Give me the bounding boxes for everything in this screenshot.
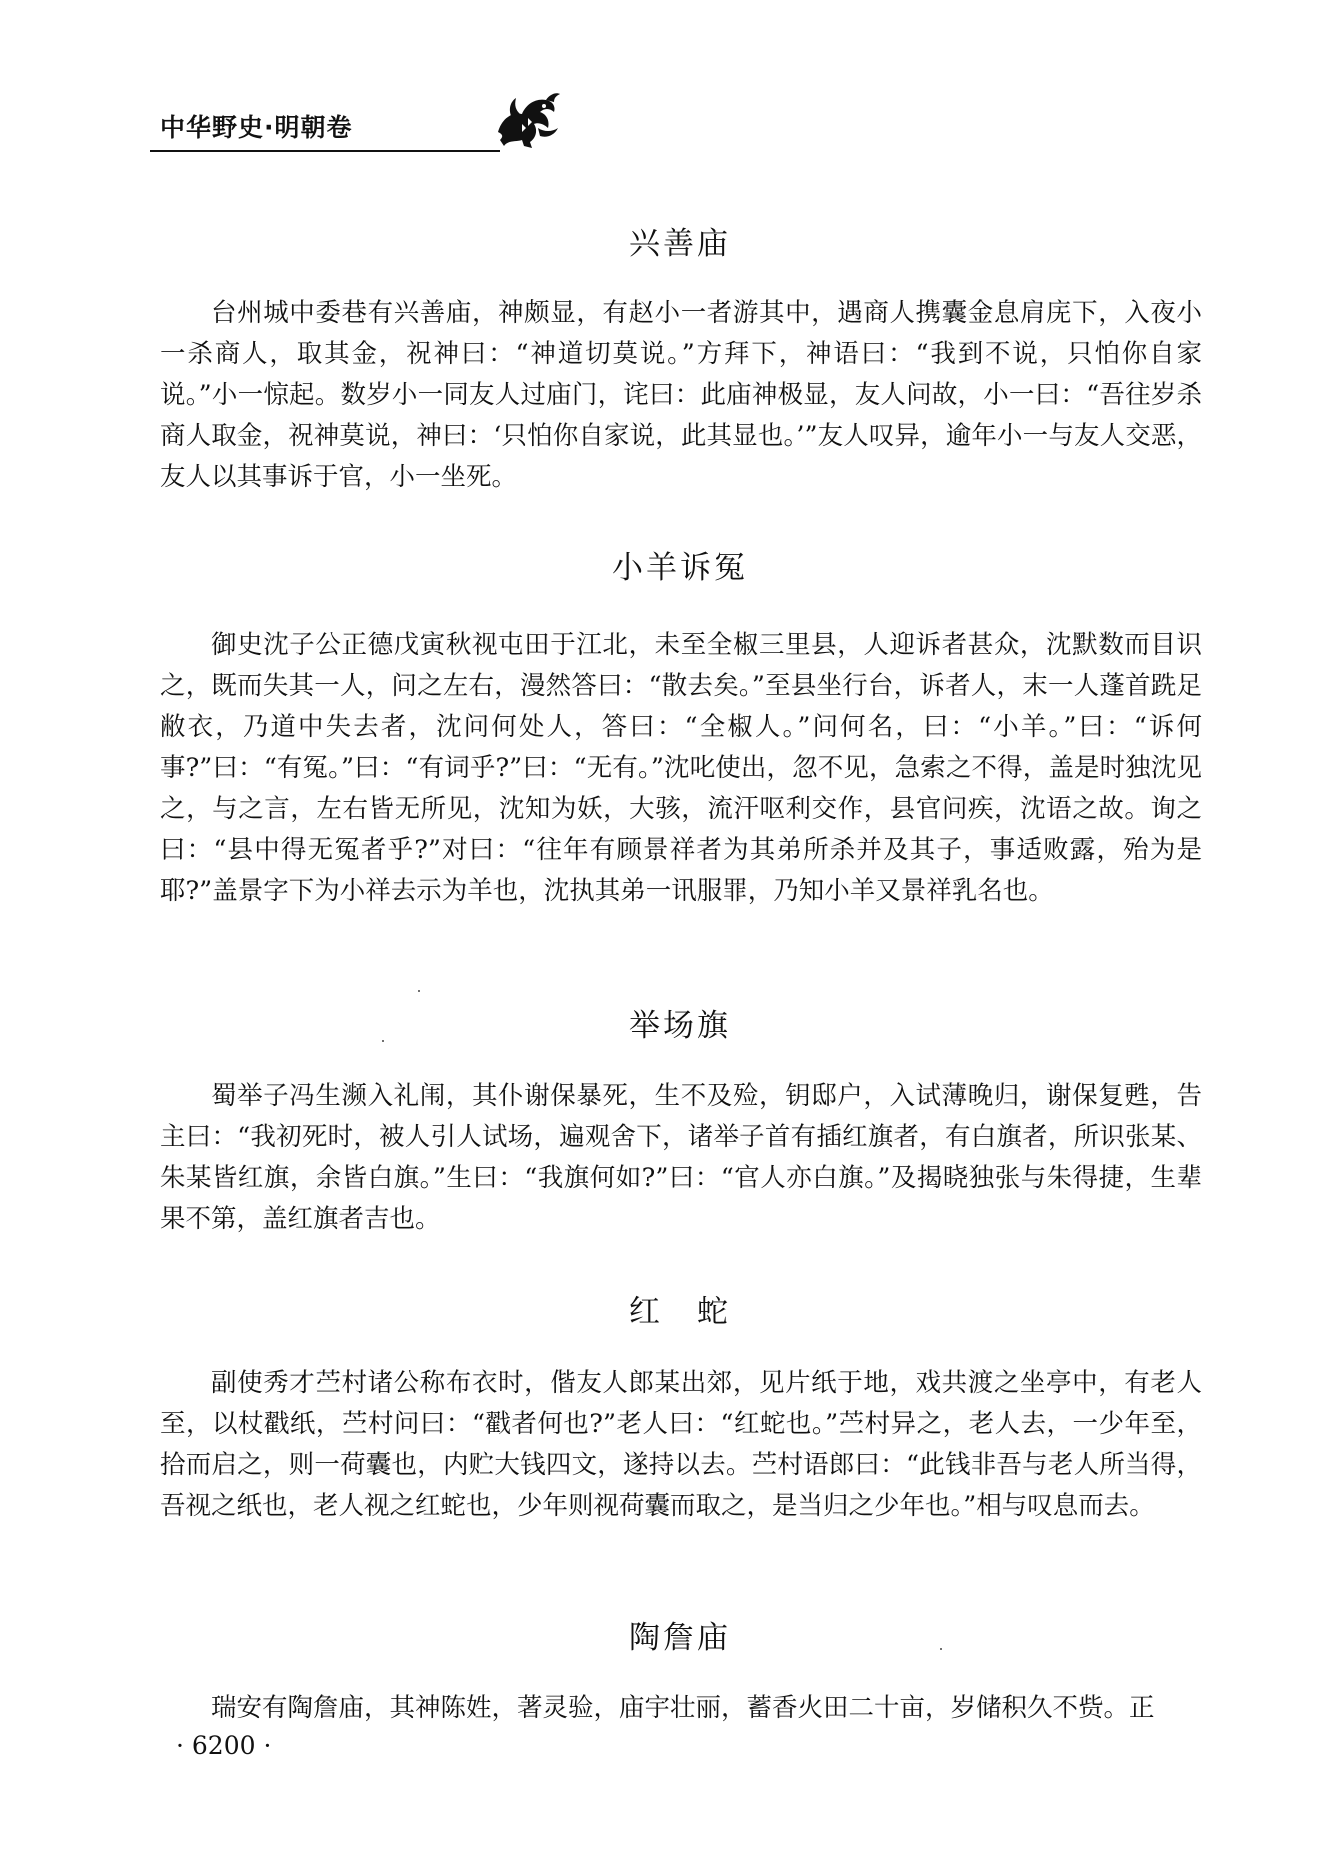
section-title-hongshe: 红 蛇 — [629, 1294, 731, 1330]
section-body-hongshe: 副使秀才苎村诸公称布衣时，偕友人郎某出郊，见片纸于地，戏共渡之坐亭中，有老人至，以杖戳纸，苎村问曰：“戳者何也?”老人曰：“红蛇也。”苎村异之，老人去，一少年至，拾而启之，则一荷囊也，内贮大钱四文，遂持以去。苎村语郎曰：“此钱非吾与老人所当得，吾视之纸也，老人视之红蛇也，少年则视荷囊而取之，是当归之少年也。”相与叹息而去。 — [160, 1368, 1202, 1521]
section-body-xingshanmiao: 台州城中委巷有兴善庙，神颇显，有赵小一者游其中，遇商人携囊金息肩庑下，入夜小一杀商人，取其金，祝神曰：“神道切莫说。”方拜下，神语曰：“我到不说，只怕你自家说。”小一惊起。数岁小一同友人过庙门，诧曰：此庙神极显，友人问故，小一曰：“吾往岁杀商人取金，祝神莫说，神曰：‘只怕你自家说，此其显也。’”友人叹异，逾年小一与友人交恶，友人以其事诉于官，小一坐死。 — [160, 298, 1202, 492]
page-number: · 6200 · — [176, 1731, 272, 1760]
section-title-juchangqi: 举场旗 — [629, 1008, 731, 1044]
scan-speck — [940, 1648, 942, 1650]
section-title-taozhanmiao: 陶詹庙 — [629, 1620, 731, 1656]
running-title: 中华野史·明朝卷 — [160, 113, 353, 142]
header-rule — [150, 150, 500, 152]
section-body-juchangqi: 蜀举子冯生濒入礼闱，其仆谢保暴死，生不及殓，钥邸户，入试薄晚归，谢保复甦，告主曰：“我初死时，被人引人试场，遍观舍下，诸举子首有插红旗者，有白旗者，所识张某、朱某皆红旗，余皆白旗。”生曰：“我旗何如?”曰：“官人亦白旗。”及揭晓独张与朱得捷，生辈果不第，盖红旗者吉也。 — [160, 1081, 1202, 1234]
section-title-xingshanmiao: 兴善庙 — [629, 226, 731, 262]
section-title-xiaoyang: 小羊诉冤 — [612, 550, 748, 586]
scan-speck — [418, 990, 420, 992]
section-body-taozhanmiao: 瑞安有陶詹庙，其神陈姓，著灵验，庙宇壮丽，蓄香火田二十亩，岁储积久不赀。正 — [211, 1693, 1155, 1723]
scan-speck — [382, 1040, 384, 1042]
dragon-emblem-icon — [492, 88, 564, 152]
section-body-xiaoyang: 御史沈子公正德戊寅秋视屯田于江北，未至全椒三里县，人迎诉者甚众，沈默数而目识之，既而失其一人，问之左右，漫然答曰：“散去矣。”至县坐行台，诉者人，末一人蓬首跣足敝衣，乃道中失去者，沈问何处人，答曰：“全椒人。”问何名，曰：“小羊。”曰：“诉何事?”曰：“有冤。”曰：“有词乎?”曰：“无有。”沈叱使出，忽不见，急索之不得，盖是时独沈见之，与之言，左右皆无所见，沈知为妖，大骇，流汗呕利交作，县官问疾，沈语之故。询之曰：“县中得无冤者乎?”对曰：“往年有顾景祥者为其弟所杀并及其子，事适败露，殆为是耶?”盖景字下为小祥去示为羊也，沈执其弟一讯服罪，乃知小羊又景祥乳名也。 — [160, 630, 1202, 906]
